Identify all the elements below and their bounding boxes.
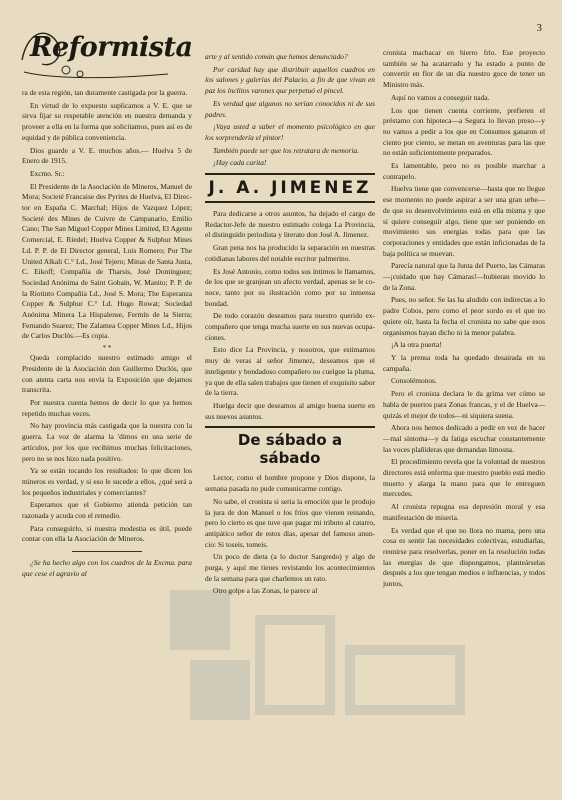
paragraph: De todo corazón deseamos para nuestro querido ex-compañero que tenga mucha suerte en sus nuevas ocupaciones. [205,311,375,342]
paragraph: Pero el cronista declara le da grima ver cómo se habla de puertos para Zonas francas, y el de Huelva—quizás el mejor de todos—ni siquiera suena. [383,389,545,420]
paragraph: Consolémonos. [391,376,437,386]
masthead-title: Reformista [30,32,193,63]
paragraph: En virtud de lo expuesto suplicamos a V. E. que se sirva fijar su respetable atención en nuestra demanda y proveer a ella en la forma que solicitamos, pues así es de equidad y de pública conveniencia. [22,100,192,142]
paragraph: Los que tienen cuenta corriente, prefieren el préstamo con hipoteca—a Segura lo llevan preso—y no vamos a pedir a los que en Consumos ganaron el ciento por ciento, se metan en aventuras para las que no están suficientemente preparados. [383,105,545,158]
paragraph: Un poco de dieta (a lo doctor Sangredo) y algo de purga, y aquí me tienes revistando los acontecimientos de la semana para que charlemos un rato. [205,552,375,583]
paragraph: Parecía natural que la Junta del Puerto, las Cámaras—¡cuidado que hay Cámaras!—hubieran movido lo de la Zona. [383,261,545,292]
paragraph: Por caridad hay que distribuir aquellos cuadros en los salones y galerías del Palacio, a fin de que vivan en paz los ínclitos varones que perpetuó el pincel. [205,64,375,96]
paragraph: Pues, no señor. Se las ha aludido con indirectas a lo padre Cobos, pero como el peor sordo es el que no quiere oír, hasta la fecha el cronista no sabe que esos organismos hayan dicho ni la menor palabra. [383,295,545,337]
paragraph: cronista machacar en hierro frío. Ese proyecto también se ha acatarrado y ha estado a punto de convertir en flor de un día nuestro goce de tener un Ministro más. [383,48,545,90]
paragraph: Es verdad que el que no llora no mama, pero una cosa es sentir las necesidades colectivas, estudiarlas, reunirse para resolverlas, poner en la resolución todas las energías de que dispongamos, planteárselas después a los que tengan medios e influencias, y todos juntos, [383,525,545,589]
divider [72,551,142,552]
paragraph: Es José Antonio, como todos sus íntimos le llamamos, de los que se granjean un afecto verdad, apenas se le conoce, tanto por su ilustración como por su inmensa bondad. [205,266,375,308]
paragraph: Para dedicarse a otros asuntos, ha dejado el cargo de Redactor-Jefe de nuestro estimado colega La Provincia, el distinguido periodista y literato don José A. Jimenez. [205,209,375,240]
paragraph: No sabe, el cronista si seria la emoción que le produjo la jura de don Manuel o los fríos que vienen reinando, pero lo cierto es que tuve que pagar mi tributo al catarro, antipático señor de estos días, apesar del famoso anuncio: Si toseis, tomeis. [205,496,375,549]
paragraph: ¡A la otra puerta! [391,340,442,350]
paragraph: Al cronista repugna esa depresión moral y esa manifestación de miseria. [383,502,545,522]
paragraph: Ya se están tocando los resultados: lo que dicen los mineros es verdad, y si eso le sucede a ellos, ¿qué será a los pequeños industriales y comerciantes? [22,466,192,497]
paragraph: Dios guarde a V. E. muchos años.— Huelva 5 de Enero de 1915. [22,145,192,166]
separator-stars-icon: * * [102,344,112,353]
paragraph: Esperamos que el Gobierno atienda petición tan razonada y acuda con el remedio. [22,500,192,521]
paragraph: Queda complacido nuestro estimado amigo el Presidente de la Asociación don Guillermo Duclós, que con atenta carta nos envía la Exposición que dejamos transcrita. [22,353,192,395]
paragraph: No hay provincia más castigada que la nuestra con la guerra. La voz de alarma la 'dimos en una serie de artículos, por los que recibimos muchas felicitaciones, pero no se nos hizo nada positivo. [22,421,192,463]
paragraph: Huelga decir que deseamos al amigo buena suerte en sus nuevos asuntos. [205,400,375,421]
paragraph: El procedimiento revela que la voluntad de nuestros directores está enferma que nuestro pueblo está medio muerto y alarga la mano para que le entreguen mercedes. [383,457,545,499]
page-number: 3 [536,22,542,34]
paragraph: Y la prensa toda ha quedado desairada en su campaña. [383,352,545,373]
paragraph: Es verdad que algunos no serían conocidos ni de sus padres. [205,98,375,119]
paragraph: ¿Se ha hecho algo con los cuadros de la Excma. para que cese el agravio al [22,558,192,578]
paragraph: ¡Hay cada carita! [213,158,267,168]
column-middle [205,52,375,599]
paragraph: Gran pena nos ha producido la separación en nuestras cotidianas labores del notable escritor palmerino. [205,243,375,263]
paragraph: Ahora nos hemos dedicado a pedir en vez de hacer—mal síntoma—y da fatiga escuchar constantemente las voces plañideras que demandan limosna. [383,423,545,454]
section-title-jimenez: J. A. JIMENEZ [205,173,375,203]
paragraph: También puede ser que los retratara de memoria. [213,145,360,155]
paragraph: Es lamentable, pero no es posible marchar a contrapelo. [383,161,545,181]
column-right [383,48,545,592]
paragraph: Esto dice La Provincia, y nosotros, que estimamos muy de veras al señor Jimenez, deseamos que el inteligente y bondadoso compañero no cuelgue la pluma, ya que de ella salen trabajos que tienen el exquisito sabor de la tierra. [205,345,375,398]
paragraph: ra de esta región, tan duramente castigada por la guerra. [22,88,188,97]
paragraph: Por nuestra cuenta hemos de decir lo que ya hemos repetido muchas veces. [22,397,192,418]
section-title-sabado: De sábado a sábado [205,426,375,467]
paragraph: arte y al sentido común que hemos denunciado? [205,52,348,61]
signatories-paragraph: El Presidente de la Asociación de Mineros, Manuel de Mora; Societé Francaise des Pyrites de Huelva, El Director en España C. Marchal; Hijos de Vazquez López; Societé des Mines de Cuivre de Campanario, Emilio Cano; The San Miguel Copper Mines Limited, El Agente Comercial, E. Riedel; Huelva Copper & Sulphur Mines Ld. P. P. de El Director general, Luis Romero; Por The United Alkali C.° Ld., José Tejero; Minas de Santa Justa, C. Eikoff; Compañía de Tharsis, José Domínguez; Sociedad Anónima de Saint Gobain, W. Manito; P. P. de la Riotinto Compañía Ld., José S. Mora; The Esperanza Copper & Sulphur C.° Ld. Hugo Rowat; Sociedad Anónima Minera La Hispalense, Fermín de la Sierra; Fernando Suarez; The Zalamea Copper Mines Ld., Hijos de Carlos Duclós.—Es copia. [22,181,192,341]
paragraph: Aquí no vamos a conseguir nada. [391,92,490,102]
column-left [22,88,192,582]
paragraph: Otro golpe a las Zonas, le parece al [213,586,318,596]
paragraph: Lector, como el hombre propone y Dios dispone, la semana pasada no pude comunicarme contigo. [205,473,375,494]
paragraph: Huelva tiene que convencerse—hasta que no llegue ese momento no puede aspirar a ser una gran urbe—de que su desenvolvimiento está en ella misma y que si quiere conseguir algo, tiene que ser poniendo en movimiento sus energías todas para que las corporaciones y entidades que están inficionadas de la baja política se muevan. [383,184,545,258]
salutation: Excmo. Sr.: [30,168,65,178]
paragraph: ¡Vaya usted a saber el momento psicológico en que los sorprendería el pintor! [205,122,375,142]
paragraph: Para conseguirlo, si nuestra modestia es útil, puede contar con ella la Asociación de Mineros. [22,523,192,544]
masthead [18,20,208,84]
